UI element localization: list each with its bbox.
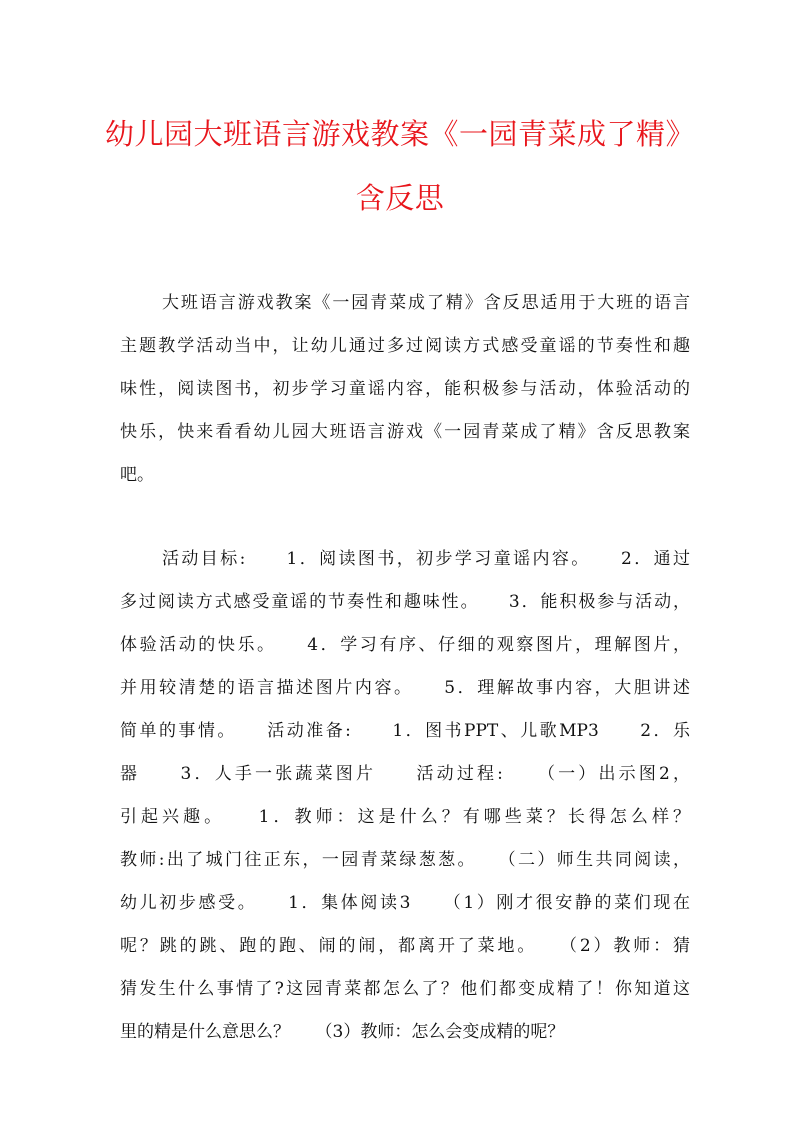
- document-title-line-2: 含反思: [355, 181, 445, 215]
- body-line: 并用较清楚的语言描述图片内容。 5．理解故事内容，大胆讲述: [120, 678, 690, 698]
- body-line: 教师:出了城门往正东，一园青菜绿葱葱。 （二）师生共同阅读，: [120, 850, 690, 870]
- body-line: 活动目标: 1．阅读图书，初步学习童谣内容。 2．通过: [162, 549, 690, 569]
- body-line: 引起兴趣。 1．教师：这是什么？有哪些菜？长得怎么样？: [120, 807, 690, 827]
- intro-line: 吧。: [120, 465, 154, 485]
- intro-line: 味性，阅读图书，初步学习童谣内容，能积极参与活动，体验活动的: [120, 379, 690, 399]
- intro-line: 大班语言游戏教案《一园青菜成了精》含反思适用于大班的语言: [162, 293, 690, 313]
- body-line: 体验活动的快乐。 4．学习有序、仔细的观察图片，理解图片，: [120, 635, 690, 655]
- body-line: 里的精是什么意思么？ （3）教师：怎么会变成精的呢？: [120, 1022, 565, 1042]
- body-line: 器 3．人手一张蔬菜图片 活动过程: （一）出示图2，: [120, 764, 690, 784]
- body-line: 幼儿初步感受。 1．集体阅读3 （1）刚才很安静的菜们现在: [120, 893, 690, 913]
- intro-line: 主题教学活动当中，让幼儿通过多过阅读方式感受童谣的节奏性和趣: [120, 336, 690, 356]
- body-line: 猜发生什么事情了?这园青菜都怎么了？他们都变成精了！你知道这: [120, 979, 690, 999]
- body-line: 呢？跳的跳、跑的跑、闹的闹，都离开了菜地。 （2）教师：猜: [120, 936, 690, 956]
- document-title-line-1: 幼儿园大班语言游戏教案《一园青菜成了精》: [104, 117, 695, 151]
- intro-line: 快乐，快来看看幼儿园大班语言游戏《一园青菜成了精》含反思教案: [120, 422, 690, 442]
- body-line: 简单的事情。 活动准备: 1．图书PPT、儿歌MP3 2．乐: [120, 721, 690, 741]
- body-line: 多过阅读方式感受童谣的节奏性和趣味性。 3．能积极参与活动，: [120, 592, 690, 612]
